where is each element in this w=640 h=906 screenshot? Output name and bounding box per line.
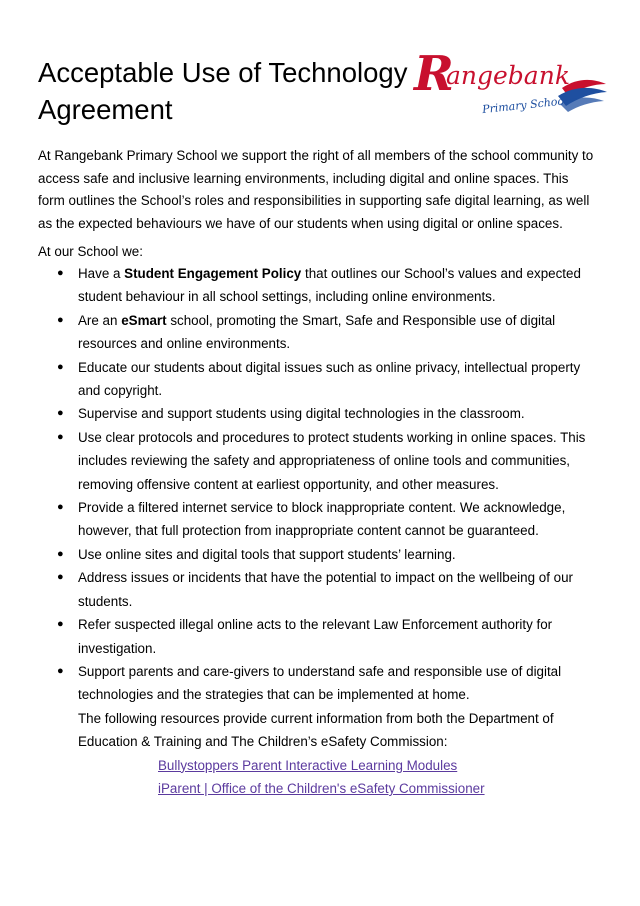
- list-item-emphasis: Student Engagement Policy: [124, 266, 302, 281]
- bullet-icon: ●: [57, 547, 64, 560]
- bullet-icon: ●: [57, 501, 64, 514]
- list-item: [38, 402, 598, 425]
- list-item: [38, 262, 598, 309]
- logo-subtitle: Primary School: [481, 94, 569, 117]
- list-item: [38, 426, 598, 496]
- list-item-text: Educate our students about digital issues such as online privacy, intellectual property and copyright.: [78, 359, 581, 399]
- logo-initial: R: [414, 46, 454, 102]
- list-item-text: Have a: [78, 266, 125, 281]
- list-item-text: Are an: [78, 312, 122, 328]
- list-item-text-continued: that outlines our School’s values and expected student behaviour in all school settings, including online environments.: [78, 266, 581, 305]
- bullet-icon: ●: [57, 267, 64, 279]
- resource-links: [78, 754, 598, 801]
- list-item-text: Supervise and support students using digital technologies in the classroom.: [78, 406, 525, 422]
- iparent-link[interactable]: iParent | Office of the Children's eSafety Commissioner: [158, 780, 485, 796]
- list-item-emphasis: eSmart: [121, 312, 167, 328]
- list-item: [38, 496, 598, 543]
- bullet-icon: ●: [57, 360, 64, 373]
- list-item-text: Provide a filtered internet service to block inappropriate content. We acknowledge, however, that full protection from inappropriate content cannot be guaranteed.: [78, 500, 566, 539]
- intro-paragraph: At Rangebank Primary School we support the right of all members of the school community to access safe and inclusive learning environments, including digital and online spaces. This form outlines the School’s roles and responsibilities in supporting safe digital learning, as well as the expected behaviours we have of our students when using digital or online spaces.: [38, 148, 594, 231]
- bullet-icon: ●: [57, 313, 64, 326]
- bullystoppers-link[interactable]: Bullystoppers Parent Interactive Learning Modules: [158, 757, 458, 773]
- list-item: [38, 566, 598, 613]
- bullet-icon: ●: [57, 407, 64, 420]
- bullet-icon: ●: [57, 430, 64, 443]
- logo-wordmark: angebank: [446, 61, 570, 90]
- list-item-text: Use clear protocols and procedures to protect students working in online spaces. This includes reviewing the safety and appropriateness of online tools and communities, removing offensive content at earliest opportunity, and other measures.: [78, 429, 586, 492]
- bullet-icon: ●: [57, 618, 64, 631]
- list-item: [38, 356, 598, 403]
- list-item: [38, 613, 598, 660]
- list-item-text: Refer suspected illegal online acts to the relevant Law Enforcement authority for investigation.: [78, 617, 553, 656]
- responsibilities-list: [38, 262, 598, 800]
- list-item-text: Support parents and care-givers to understand safe and responsible use of digital technologies and the strategies that can be implemented at home.: [78, 663, 562, 703]
- list-item: [38, 309, 598, 356]
- school-logo: [412, 44, 608, 120]
- bullet-icon: ●: [57, 664, 64, 677]
- list-item: [38, 660, 598, 800]
- list-lead: At our School we:: [38, 244, 143, 259]
- list-item-text-continued: school, promoting the Smart, Safe and Responsible use of digital resources and online environments.: [78, 312, 556, 352]
- resources-text: The following resources provide current information from both the Department of Education & Training and The Children’s eSafety Commission:: [78, 710, 554, 750]
- page-title: Acceptable Use of Technology Agreement: [38, 57, 408, 125]
- list-item-text: Use online sites and digital tools that support students’ learning.: [78, 546, 456, 562]
- bullet-icon: ●: [57, 571, 64, 584]
- list-item: [38, 543, 598, 566]
- list-item-text: Address issues or incidents that have the potential to impact on the wellbeing of our students.: [78, 570, 574, 609]
